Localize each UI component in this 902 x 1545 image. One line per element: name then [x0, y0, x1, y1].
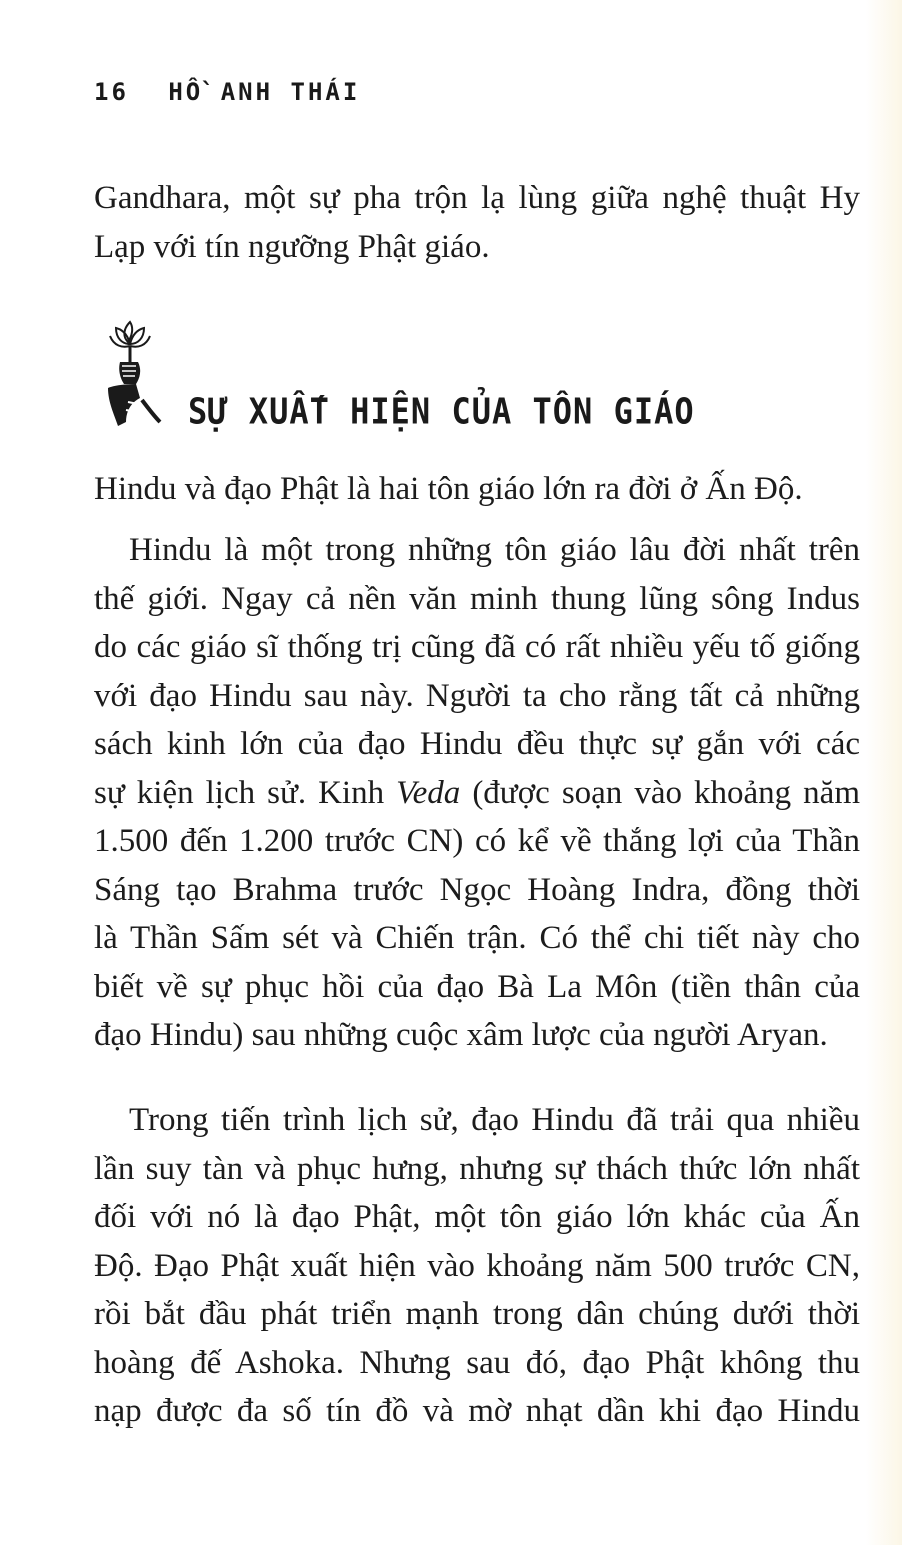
text-line: rồi bắt đầu phát triển mạnh trong dân chúng dưới thời: [94, 1296, 860, 1332]
text-line: 1.500 đến 1.200 trước CN) có kể về thắng lợi của Thần: [94, 823, 860, 859]
intro-paragraph: [94, 465, 860, 514]
text-line: Lạp với tín ngưỡng Phật giáo.: [94, 228, 490, 265]
author-name: HỒ ANH THÁI: [168, 78, 361, 106]
lotus-hand-ornament-icon: [102, 318, 172, 430]
section-title: SỰ XUẤT HIỆN CỦA TÔN GIÁO: [188, 390, 695, 433]
text-line: là Thần Sấm sét và Chiến trận. Có thể chi tiết này cho: [94, 920, 860, 956]
text-line: Gandhara, một sự pha trộn lạ lùng giữa nghệ thuật Hy: [94, 180, 860, 216]
page-number: 16: [94, 78, 129, 106]
text-line: sách kinh lớn của đạo Hindu đều thực sự gắn với các: [94, 726, 860, 762]
text-line: nạp được đa số tín đồ và mờ nhạt dần khi đạo Hindu: [94, 1393, 860, 1429]
text-line: Hindu và đạo Phật là hai tôn giáo lớn ra đời ở Ấn Độ.: [94, 471, 803, 507]
text-line: lần suy tàn và phục hưng, nhưng sự thách thức lớn nhất: [94, 1150, 860, 1187]
text-line: Hindu là một trong những tôn giáo lâu đời nhất trên: [129, 532, 860, 568]
text-line: với đạo Hindu sau này. Người ta cho rằng tất cả những: [94, 677, 860, 714]
text-line: thế giới. Ngay cả nền văn minh thung lũng sông Indus: [94, 580, 860, 617]
text-segment: (được soạn vào khoảng năm: [460, 774, 860, 811]
text-segment: sự kiện lịch sử. Kinh: [94, 774, 397, 811]
text-line: hoàng đế Ashoka. Nhưng sau đó, đạo Phật không thu: [94, 1344, 860, 1381]
text-line: đối với nó là đạo Phật, một tôn giáo lớn khác của Ấn: [94, 1199, 860, 1235]
continuation-paragraph: [94, 174, 860, 271]
section-heading: [96, 318, 796, 448]
running-head: [94, 78, 360, 106]
text-line: Độ. Đạo Phật xuất hiện vào khoảng năm 500 trước CN,: [94, 1247, 860, 1284]
italic-book-title: Veda: [396, 774, 461, 811]
text-line: [94, 769, 860, 818]
text-line: Sáng tạo Brahma trước Ngọc Hoàng Indra, đồng thời: [94, 871, 860, 908]
paragraph-1: [94, 526, 860, 1060]
text-line: đạo Hindu) sau những cuộc xâm lược của người Aryan.: [94, 1017, 828, 1053]
text-line: biết về sự phục hồi của đạo Bà La Môn (tiền thân của: [94, 968, 860, 1005]
text-line: do các giáo sĩ thống trị cũng đã có rất nhiều yếu tố giống: [94, 629, 860, 665]
text-line: Trong tiến trình lịch sử, đạo Hindu đã trải qua nhiều: [129, 1102, 860, 1138]
paragraph-2: [94, 1096, 860, 1436]
